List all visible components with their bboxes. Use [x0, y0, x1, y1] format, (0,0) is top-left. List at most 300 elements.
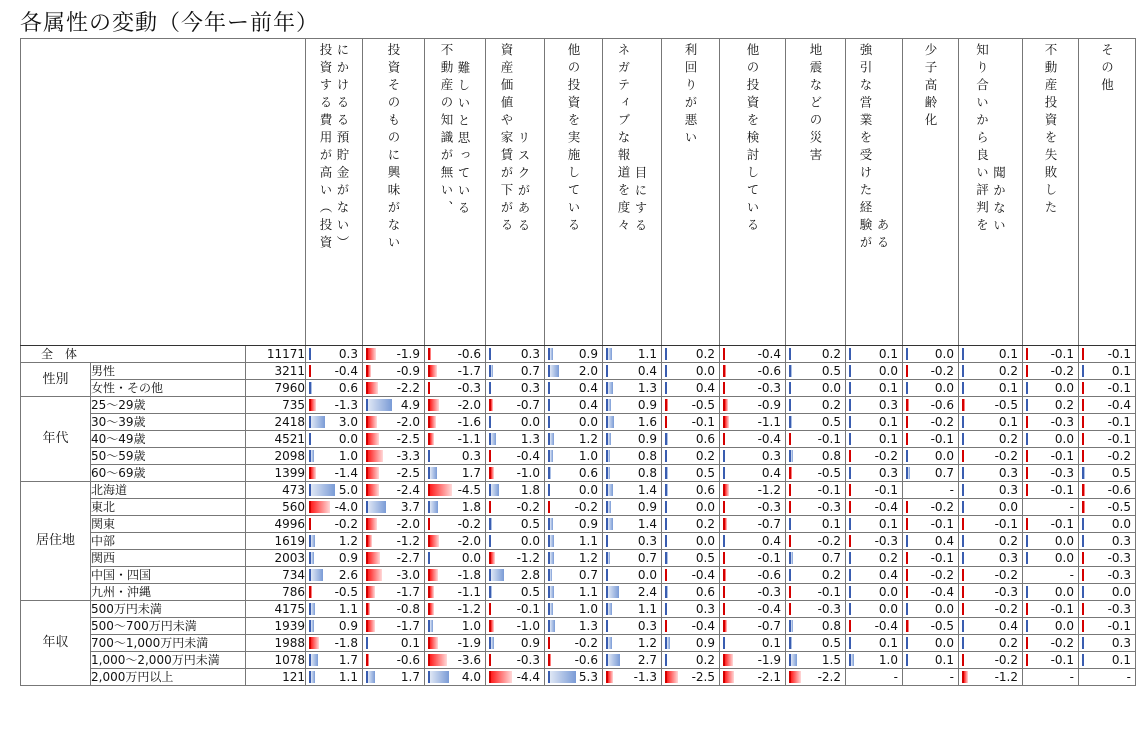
- value-text: 0.0: [1111, 585, 1131, 599]
- value-text: -0.1: [1107, 432, 1131, 446]
- value-cell: [1079, 567, 1136, 584]
- sample-size: 4996: [246, 516, 306, 533]
- positive-bar: [665, 433, 668, 445]
- value-cell: [903, 448, 959, 465]
- value-text: -0.4: [516, 449, 540, 463]
- value-cell: [545, 533, 603, 550]
- value-text: -0.2: [1050, 636, 1074, 650]
- value-text: -0.5: [930, 619, 954, 633]
- positive-bar: [606, 501, 611, 513]
- value-cell: [846, 397, 903, 414]
- value-cell: [959, 431, 1023, 448]
- value-cell: [846, 431, 903, 448]
- value-text: -0.6: [930, 398, 954, 412]
- value-cell: [846, 601, 903, 618]
- variation-table: [20, 38, 1136, 686]
- col-header-text: 不動産投資を失敗した: [1043, 43, 1058, 218]
- value-text: 0.0: [878, 602, 898, 616]
- value-cell: [306, 465, 363, 482]
- positive-bar: [665, 518, 667, 530]
- negative-bar: [366, 552, 380, 564]
- value-cell: [1023, 618, 1079, 635]
- value-text: 0.0: [998, 500, 1018, 514]
- value-cell: [1023, 567, 1079, 584]
- positive-bar: [428, 501, 438, 513]
- value-cell: [306, 516, 363, 533]
- negative-bar: [906, 501, 908, 513]
- negative-bar: [906, 620, 909, 632]
- value-text: -0.3: [1050, 415, 1074, 429]
- value-text: 0.5: [1111, 466, 1131, 480]
- col-header-text: ある: [875, 218, 890, 253]
- value-cell: [786, 652, 846, 669]
- negative-bar: [849, 535, 851, 547]
- sample-size: 2098: [246, 448, 306, 465]
- value-cell: [903, 584, 959, 601]
- value-cell: [1023, 601, 1079, 618]
- value-text: -0.5: [817, 466, 841, 480]
- value-text: 0.0: [461, 551, 481, 565]
- value-cell: [545, 652, 603, 669]
- positive-bar: [606, 637, 612, 649]
- sample-size: 3211: [246, 363, 306, 380]
- value-cell: [1079, 431, 1136, 448]
- value-text: -0.2: [1050, 364, 1074, 378]
- value-cell: [425, 567, 486, 584]
- negative-bar: [1082, 348, 1084, 360]
- positive-bar: [489, 518, 492, 530]
- value-cell: [363, 414, 425, 431]
- positive-bar: [1082, 637, 1084, 649]
- value-text: 0.0: [578, 415, 598, 429]
- value-text: 0.9: [637, 500, 657, 514]
- positive-bar: [1026, 399, 1028, 411]
- group-label: 年収: [21, 601, 91, 686]
- sample-size: 734: [246, 567, 306, 584]
- value-text: 0.0: [934, 347, 954, 361]
- negative-bar: [309, 365, 311, 377]
- value-cell: [363, 431, 425, 448]
- value-text: 0.3: [695, 602, 715, 616]
- col-header-text: 難しいと思っている: [456, 60, 471, 218]
- positive-bar: [906, 603, 908, 615]
- value-cell: [545, 516, 603, 533]
- positive-bar: [606, 348, 612, 360]
- positive-bar: [489, 433, 496, 445]
- value-cell: [720, 669, 786, 686]
- value-cell: [363, 618, 425, 635]
- value-text: 1.7: [400, 670, 420, 684]
- col-header-text: 知り合いから良い評判を: [974, 43, 990, 236]
- value-text: 0.3: [878, 466, 898, 480]
- value-cell: [425, 363, 486, 380]
- value-cell: [603, 482, 662, 499]
- positive-bar: [489, 535, 491, 547]
- negative-bar: [789, 433, 791, 445]
- negative-bar: [1026, 603, 1028, 615]
- positive-bar: [548, 484, 550, 496]
- value-cell: [846, 465, 903, 482]
- positive-bar: [606, 535, 608, 547]
- value-text: 0.8: [637, 466, 657, 480]
- value-text: -0.3: [516, 653, 540, 667]
- col-header: [959, 39, 1023, 346]
- col-header-text: 聞かない: [991, 165, 1007, 236]
- row-label: 60～69歳: [91, 465, 246, 482]
- value-cell: [603, 397, 662, 414]
- value-text: -1.2: [994, 670, 1018, 684]
- value-cell: [603, 516, 662, 533]
- negative-bar: [906, 552, 908, 564]
- value-cell: [786, 397, 846, 414]
- value-cell: [486, 601, 545, 618]
- value-cell: [846, 652, 903, 669]
- negative-bar: [1026, 484, 1028, 496]
- value-cell: [1079, 533, 1136, 550]
- value-cell: [903, 669, 959, 686]
- negative-bar: [906, 569, 908, 581]
- value-cell: [486, 533, 545, 550]
- value-cell: [425, 346, 486, 363]
- value-cell: [363, 448, 425, 465]
- negative-bar: [366, 450, 383, 462]
- value-cell: [662, 601, 720, 618]
- value-text: -0.1: [516, 602, 540, 616]
- value-text: 0.3: [637, 619, 657, 633]
- value-cell: [306, 635, 363, 652]
- positive-bar: [906, 637, 908, 649]
- positive-bar: [849, 416, 851, 428]
- value-cell: [720, 550, 786, 567]
- negative-bar: [789, 586, 791, 598]
- value-cell: [363, 652, 425, 669]
- negative-bar: [1082, 416, 1084, 428]
- value-text: -1.2: [396, 534, 420, 548]
- table-row: [21, 652, 1136, 669]
- value-cell: [603, 669, 662, 686]
- negative-bar: [428, 484, 452, 496]
- value-text: -2.2: [396, 381, 420, 395]
- sample-size: 1988: [246, 635, 306, 652]
- value-text: 0.1: [878, 381, 898, 395]
- value-text: 0.2: [695, 449, 715, 463]
- row-label: 女性・その他: [91, 380, 246, 397]
- value-cell: [363, 533, 425, 550]
- positive-bar: [849, 433, 851, 445]
- negative-bar: [1082, 433, 1084, 445]
- positive-bar: [906, 654, 908, 666]
- value-text: -0.1: [691, 415, 715, 429]
- value-text: 1.1: [637, 347, 657, 361]
- value-cell: [662, 380, 720, 397]
- value-cell: [425, 465, 486, 482]
- table-row: [21, 567, 1136, 584]
- value-cell: [662, 652, 720, 669]
- negative-bar: [723, 569, 726, 581]
- value-text: -: [1069, 500, 1074, 514]
- value-cell: [545, 669, 603, 686]
- positive-bar: [723, 450, 725, 462]
- value-text: -0.5: [691, 398, 715, 412]
- value-cell: [486, 397, 545, 414]
- value-cell: [306, 448, 363, 465]
- negative-bar: [366, 654, 369, 666]
- negative-bar: [366, 467, 379, 479]
- negative-bar: [428, 433, 434, 445]
- positive-bar: [1082, 586, 1084, 598]
- negative-bar: [489, 671, 512, 683]
- value-text: 0.0: [934, 602, 954, 616]
- negative-bar: [1026, 518, 1028, 530]
- col-header-text: 目にする: [633, 165, 648, 236]
- sample-size: 4521: [246, 431, 306, 448]
- value-text: 0.0: [821, 381, 841, 395]
- value-text: -1.0: [516, 466, 540, 480]
- value-text: 0.2: [998, 534, 1018, 548]
- value-text: 0.0: [1054, 619, 1074, 633]
- col-header-text: 利回りが悪い: [683, 43, 698, 148]
- value-cell: [425, 669, 486, 686]
- value-cell: [1079, 414, 1136, 431]
- value-text: 0.4: [761, 534, 781, 548]
- positive-bar: [789, 399, 791, 411]
- value-text: 0.3: [338, 347, 358, 361]
- value-cell: [903, 652, 959, 669]
- value-cell: [306, 601, 363, 618]
- positive-bar: [548, 365, 559, 377]
- negative-bar: [489, 603, 491, 615]
- value-cell: [959, 550, 1023, 567]
- value-text: 0.0: [1054, 381, 1074, 395]
- value-cell: [720, 448, 786, 465]
- value-text: -2.4: [396, 483, 420, 497]
- value-cell: [1023, 652, 1079, 669]
- positive-bar: [665, 484, 668, 496]
- value-cell: [486, 516, 545, 533]
- value-text: 0.7: [934, 466, 954, 480]
- negative-bar: [366, 365, 371, 377]
- value-cell: [486, 414, 545, 431]
- value-text: -0.4: [691, 568, 715, 582]
- sample-size: 1078: [246, 652, 306, 669]
- value-cell: [1079, 669, 1136, 686]
- negative-bar: [723, 365, 726, 377]
- value-text: 0.2: [1054, 398, 1074, 412]
- positive-bar: [606, 586, 619, 598]
- value-cell: [720, 346, 786, 363]
- value-text: 0.6: [695, 483, 715, 497]
- positive-bar: [789, 620, 793, 632]
- value-text: 0.0: [1111, 517, 1131, 531]
- value-cell: [306, 380, 363, 397]
- value-cell: [786, 584, 846, 601]
- table-row: [21, 448, 1136, 465]
- value-text: -0.1: [1050, 483, 1074, 497]
- table-row: [21, 584, 1136, 601]
- value-cell: [846, 669, 903, 686]
- value-text: -0.4: [930, 585, 954, 599]
- value-cell: [363, 550, 425, 567]
- row-label: 関東: [91, 516, 246, 533]
- positive-bar: [665, 637, 670, 649]
- col-header: [486, 39, 545, 346]
- value-text: -0.3: [757, 500, 781, 514]
- positive-bar: [366, 399, 392, 411]
- value-text: 0.3: [520, 347, 540, 361]
- row-label: 40～49歳: [91, 431, 246, 448]
- group-label: 居住地: [21, 482, 91, 601]
- value-text: 0.9: [520, 636, 540, 650]
- row-label: 男性: [91, 363, 246, 380]
- value-cell: [545, 346, 603, 363]
- negative-bar: [489, 620, 494, 632]
- negative-bar: [309, 637, 319, 649]
- value-cell: [903, 601, 959, 618]
- value-text: 0.5: [520, 585, 540, 599]
- value-cell: [545, 431, 603, 448]
- positive-bar: [789, 637, 792, 649]
- value-cell: [1023, 635, 1079, 652]
- positive-bar: [548, 467, 551, 479]
- negative-bar: [665, 620, 667, 632]
- negative-bar: [428, 535, 439, 547]
- value-text: 0.0: [1054, 585, 1074, 599]
- value-text: 0.1: [761, 636, 781, 650]
- positive-bar: [606, 365, 608, 377]
- row-label: 北海道: [91, 482, 246, 499]
- value-cell: [959, 669, 1023, 686]
- positive-bar: [962, 552, 964, 564]
- value-cell: [363, 567, 425, 584]
- positive-bar: [606, 620, 608, 632]
- value-text: 1.0: [878, 653, 898, 667]
- value-text: 1.2: [578, 551, 598, 565]
- value-cell: [903, 618, 959, 635]
- value-text: -0.3: [757, 585, 781, 599]
- value-cell: [846, 482, 903, 499]
- positive-bar: [665, 501, 667, 513]
- value-cell: [603, 601, 662, 618]
- value-text: 1.7: [338, 653, 358, 667]
- negative-bar: [428, 586, 434, 598]
- positive-bar: [789, 552, 793, 564]
- value-text: -1.2: [516, 551, 540, 565]
- value-text: 4.9: [400, 398, 420, 412]
- row-label: 東北: [91, 499, 246, 516]
- value-text: 0.7: [821, 551, 841, 565]
- value-text: 0.1: [878, 432, 898, 446]
- value-text: -0.2: [574, 636, 598, 650]
- value-text: -1.7: [396, 619, 420, 633]
- header-blank: [21, 39, 306, 346]
- value-cell: [306, 584, 363, 601]
- value-text: -0.3: [457, 381, 481, 395]
- value-cell: [486, 499, 545, 516]
- value-text: -0.2: [516, 500, 540, 514]
- value-text: -0.1: [1050, 602, 1074, 616]
- value-cell: [306, 550, 363, 567]
- value-cell: [1079, 635, 1136, 652]
- positive-bar: [309, 654, 318, 666]
- table-row: [21, 363, 1136, 380]
- value-cell: [363, 584, 425, 601]
- value-cell: [959, 346, 1023, 363]
- value-cell: [720, 465, 786, 482]
- value-text: 0.4: [761, 466, 781, 480]
- negative-bar: [1026, 348, 1028, 360]
- value-text: 0.1: [998, 381, 1018, 395]
- positive-bar: [606, 518, 613, 530]
- value-text: -0.2: [994, 602, 1018, 616]
- value-text: 0.2: [878, 551, 898, 565]
- positive-bar: [849, 365, 851, 377]
- positive-bar: [1026, 620, 1028, 632]
- value-cell: [486, 346, 545, 363]
- value-text: -0.3: [1050, 466, 1074, 480]
- negative-bar: [309, 501, 330, 513]
- value-text: 1.5: [821, 653, 841, 667]
- value-text: -0.3: [817, 500, 841, 514]
- negative-bar: [428, 365, 437, 377]
- value-text: 0.5: [821, 636, 841, 650]
- positive-bar: [665, 654, 667, 666]
- value-cell: [846, 533, 903, 550]
- positive-bar: [309, 603, 315, 615]
- positive-bar: [309, 569, 323, 581]
- negative-bar: [309, 467, 316, 479]
- value-cell: [959, 448, 1023, 465]
- value-text: 0.1: [1111, 364, 1131, 378]
- positive-bar: [428, 671, 449, 683]
- value-cell: [603, 550, 662, 567]
- value-text: -: [1126, 670, 1131, 684]
- value-cell: [786, 669, 846, 686]
- value-cell: [363, 346, 425, 363]
- value-cell: [1079, 584, 1136, 601]
- value-cell: [486, 635, 545, 652]
- value-cell: [306, 431, 363, 448]
- value-cell: [363, 380, 425, 397]
- value-cell: [959, 363, 1023, 380]
- negative-bar: [906, 399, 909, 411]
- value-cell: [903, 397, 959, 414]
- positive-bar: [489, 637, 494, 649]
- value-text: 2.7: [637, 653, 657, 667]
- value-cell: [486, 567, 545, 584]
- positive-bar: [1082, 535, 1084, 547]
- value-cell: [545, 635, 603, 652]
- positive-bar: [849, 467, 851, 479]
- row-label: 25～29歳: [91, 397, 246, 414]
- positive-bar: [428, 450, 430, 462]
- positive-bar: [1026, 586, 1028, 598]
- value-text: -0.1: [817, 483, 841, 497]
- negative-bar: [489, 450, 491, 462]
- value-cell: [1023, 550, 1079, 567]
- value-cell: [1079, 652, 1136, 669]
- positive-bar: [723, 535, 725, 547]
- col-header: [903, 39, 959, 346]
- value-text: 0.2: [998, 364, 1018, 378]
- value-text: -0.7: [757, 619, 781, 633]
- value-text: -0.2: [930, 364, 954, 378]
- negative-bar: [962, 518, 964, 530]
- value-cell: [1079, 618, 1136, 635]
- negative-bar: [366, 416, 377, 428]
- value-text: 1.3: [520, 432, 540, 446]
- value-cell: [545, 414, 603, 431]
- value-cell: [846, 567, 903, 584]
